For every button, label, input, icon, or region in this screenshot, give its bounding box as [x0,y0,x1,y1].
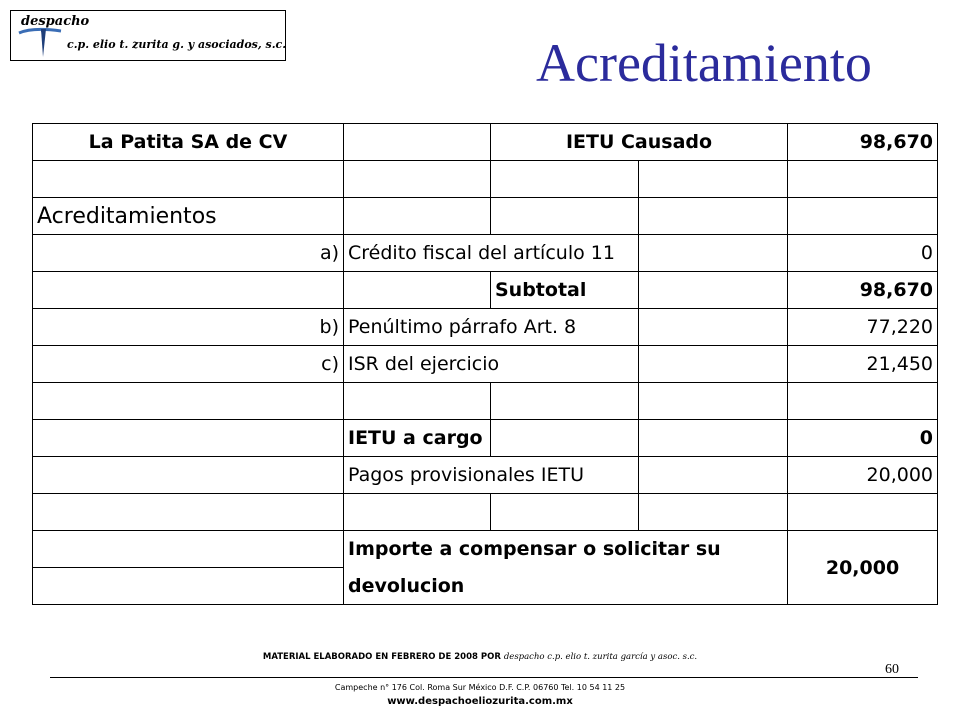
row-label: Penúltimo párrafo Art. 8 [344,309,639,346]
footer-prefix: MATERIAL ELABORADO EN FEBRERO DE 2008 POR [262,652,501,662]
footer-credit [0,652,960,662]
footer-address: Campeche n° 176 Col. Roma Sur México D.F. C.P. 06760 Tel. 10 54 11 25 [334,683,626,692]
table-row [33,346,938,383]
table-row [33,161,938,198]
ietu-causado-label: IETU Causado [491,124,788,161]
subtotal-value: 98,670 [788,272,938,309]
pagos-provisionales-label: Pagos provisionales IETU [344,457,639,494]
row-letter: c) [33,346,344,383]
ietu-causado-value: 98,670 [788,124,938,161]
page-number: 60 [885,662,899,677]
table-row [33,531,938,568]
importe-label-line1: Importe a compensar o solicitar su [344,531,788,568]
importe-value: 20,000 [788,531,938,605]
importe-label-line2: devolucion [344,568,788,605]
subtotal-label: Subtotal [491,272,639,309]
acreditamientos-heading: Acreditamientos [33,198,344,235]
row-label: ISR del ejercicio [344,346,639,383]
row-letter: b) [33,309,344,346]
footer-divider [50,677,918,678]
row-value: 77,220 [788,309,938,346]
page-title: Acreditamiento [536,33,872,93]
table-row [33,457,938,494]
footer-firm: despacho c.p. elio t. zurita garcía y asoc. s.c. [503,652,698,662]
row-value: 21,450 [788,346,938,383]
ietu-a-cargo-value: 0 [788,420,938,457]
table-row [33,420,938,457]
row-label: Crédito fiscal del artículo 11 [344,235,639,272]
table-row [33,235,938,272]
footer-website[interactable]: www.despachoeliozurita.com.mx [387,696,573,707]
table-row [33,198,938,235]
logo-brand: despacho [21,14,90,29]
table-row [33,383,938,420]
row-value: 0 [788,235,938,272]
table-row [33,272,938,309]
company-name: La Patita SA de CV [33,124,344,161]
logo-firm-name: c.p. elio t. zurita g. y asociados, s.c. [67,38,287,51]
table-row [33,494,938,531]
table-row [33,309,938,346]
row-letter: a) [33,235,344,272]
ietu-table [32,123,938,605]
pagos-provisionales-value: 20,000 [788,457,938,494]
company-logo [10,10,286,61]
ietu-a-cargo-label: IETU a cargo [344,420,491,457]
table-row [33,124,938,161]
